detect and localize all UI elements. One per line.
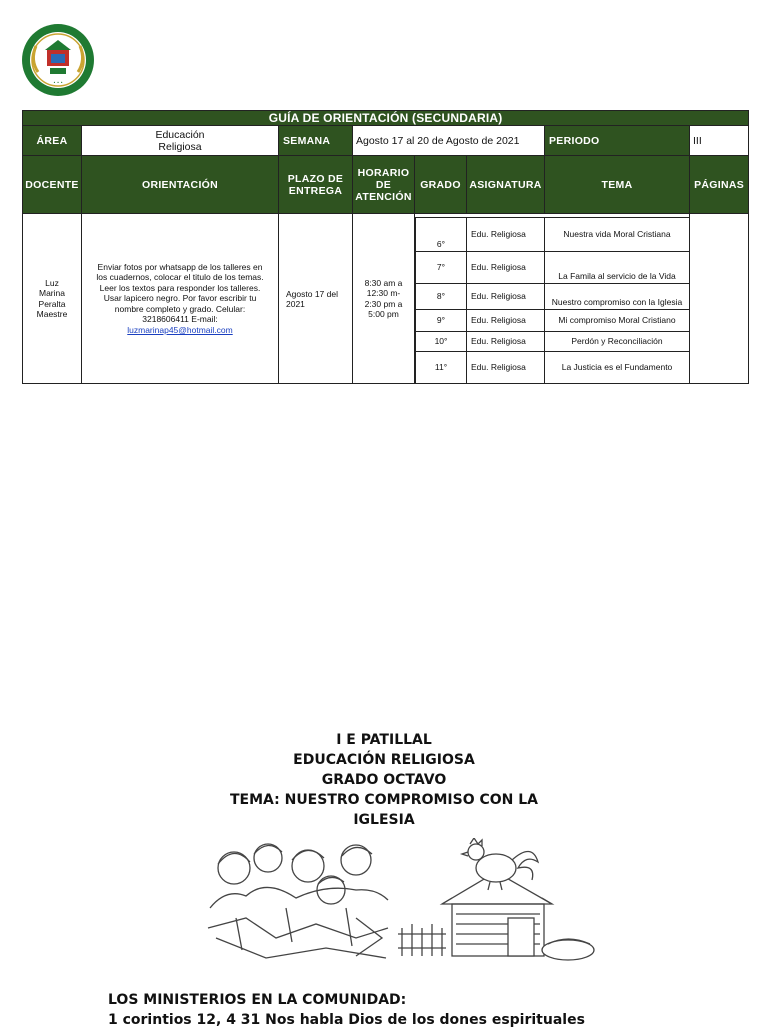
docente-line: Peralta	[38, 298, 66, 309]
grades-table	[415, 217, 690, 384]
table-row	[416, 251, 690, 283]
header-asignatura: ASIGNATURA	[467, 156, 545, 214]
docente-line: Marina	[39, 288, 65, 298]
asignatura-cell: Edu. Religiosa	[467, 217, 545, 251]
asignatura-cell: Edu. Religiosa	[467, 331, 545, 351]
area-label: ÁREA	[23, 126, 82, 156]
table-row	[416, 351, 690, 383]
orientacion-cell	[82, 214, 279, 384]
table-row	[416, 217, 690, 251]
header-grado: GRADO	[415, 156, 467, 214]
rows-block	[415, 214, 690, 384]
section-block	[108, 990, 585, 1030]
header-plazo: PLAZO DE ENTREGA	[279, 156, 353, 214]
periodo-label: PERIODO	[545, 126, 690, 156]
grade-name: GRADO OCTAVO	[321, 772, 447, 788]
header-horario: HORARIO DE ATENCIÓN	[353, 156, 415, 214]
guide-table	[22, 110, 749, 384]
semana-value: Agosto 17 al 20 de Agosto de 2021	[353, 126, 545, 156]
topic-line-continued: IGLESIA	[353, 812, 415, 828]
periodo-value: III	[690, 126, 749, 156]
tema-cell: Mi compromiso Moral Cristiano	[545, 309, 690, 331]
paginas-cell	[690, 214, 749, 384]
tema-cell: Nuestra vida Moral Cristiana	[545, 217, 690, 251]
grado-cell: 8°	[416, 283, 467, 309]
asignatura-cell: Edu. Religiosa	[467, 351, 545, 383]
asignatura-cell: Edu. Religiosa	[467, 251, 545, 283]
area-value-line: Religiosa	[158, 140, 202, 153]
orientacion-text: Enviar fotos por whatsapp de los talleres en los cuadernos, colocar el titulo de los temas. Leer los textos para responder los talleres. Usar lapicero negro. Por favor escribir tu nombre completo y grado. Celular: 3218606411 E-mail:	[96, 261, 264, 325]
area-value	[82, 126, 279, 156]
tema-cell: La Famila al servicio de la Vida	[545, 251, 690, 283]
area-value-line: Educación	[155, 128, 205, 141]
tema-cell: Perdón y Reconciliación	[545, 331, 690, 351]
grado-cell: 6°	[416, 217, 467, 251]
horario-cell: 8:30 am a 12:30 m- 2:30 pm a 5:00 pm	[353, 214, 415, 384]
children-and-rooster-house-drawing-icon	[206, 838, 604, 962]
header-docente: DOCENTE	[23, 156, 82, 214]
table-row	[416, 309, 690, 331]
grado-cell: 10°	[416, 331, 467, 351]
docente-line: Maestre	[36, 309, 68, 319]
tema-cell: La Justicia es el Fundamento	[545, 351, 690, 383]
grado-cell: 11°	[416, 351, 467, 383]
section-text: 1 corintios 12, 4 31 Nos habla Dios de los dones espirituales	[108, 1012, 585, 1028]
docente-line: Luz	[45, 277, 59, 288]
header-tema: TEMA	[545, 156, 690, 214]
school-crest-icon	[20, 22, 96, 98]
topic-line: TEMA: NUESTRO COMPROMISO CON LA	[229, 792, 539, 808]
table-row	[416, 283, 690, 309]
document-heading	[0, 730, 768, 830]
table-row	[416, 331, 690, 351]
tema-cell: Nuestro compromiso con la Iglesia	[545, 283, 690, 309]
asignatura-cell: Edu. Religiosa	[467, 283, 545, 309]
table-title: GUÍA DE ORIENTACIÓN (SECUNDARIA)	[23, 111, 749, 126]
asignatura-cell: Edu. Religiosa	[467, 309, 545, 331]
subject-name: EDUCACIÓN RELIGIOSA	[293, 752, 475, 768]
grado-cell: 9°	[416, 309, 467, 331]
plazo-cell: Agosto 17 del 2021	[279, 214, 353, 384]
docente-cell	[23, 214, 82, 384]
semana-label: SEMANA	[279, 126, 353, 156]
header-paginas: PÁGINAS	[690, 156, 749, 214]
header-orientacion: ORIENTACIÓN	[82, 156, 279, 214]
grado-cell: 7°	[416, 251, 467, 283]
section-title: LOS MINISTERIOS EN LA COMUNIDAD:	[108, 992, 407, 1008]
school-name: I E PATILLAL	[336, 732, 432, 748]
orientacion-email-link[interactable]: luzmarinap45@hotmail.com	[127, 324, 233, 335]
svg-text:• • •: • • •	[53, 80, 63, 85]
